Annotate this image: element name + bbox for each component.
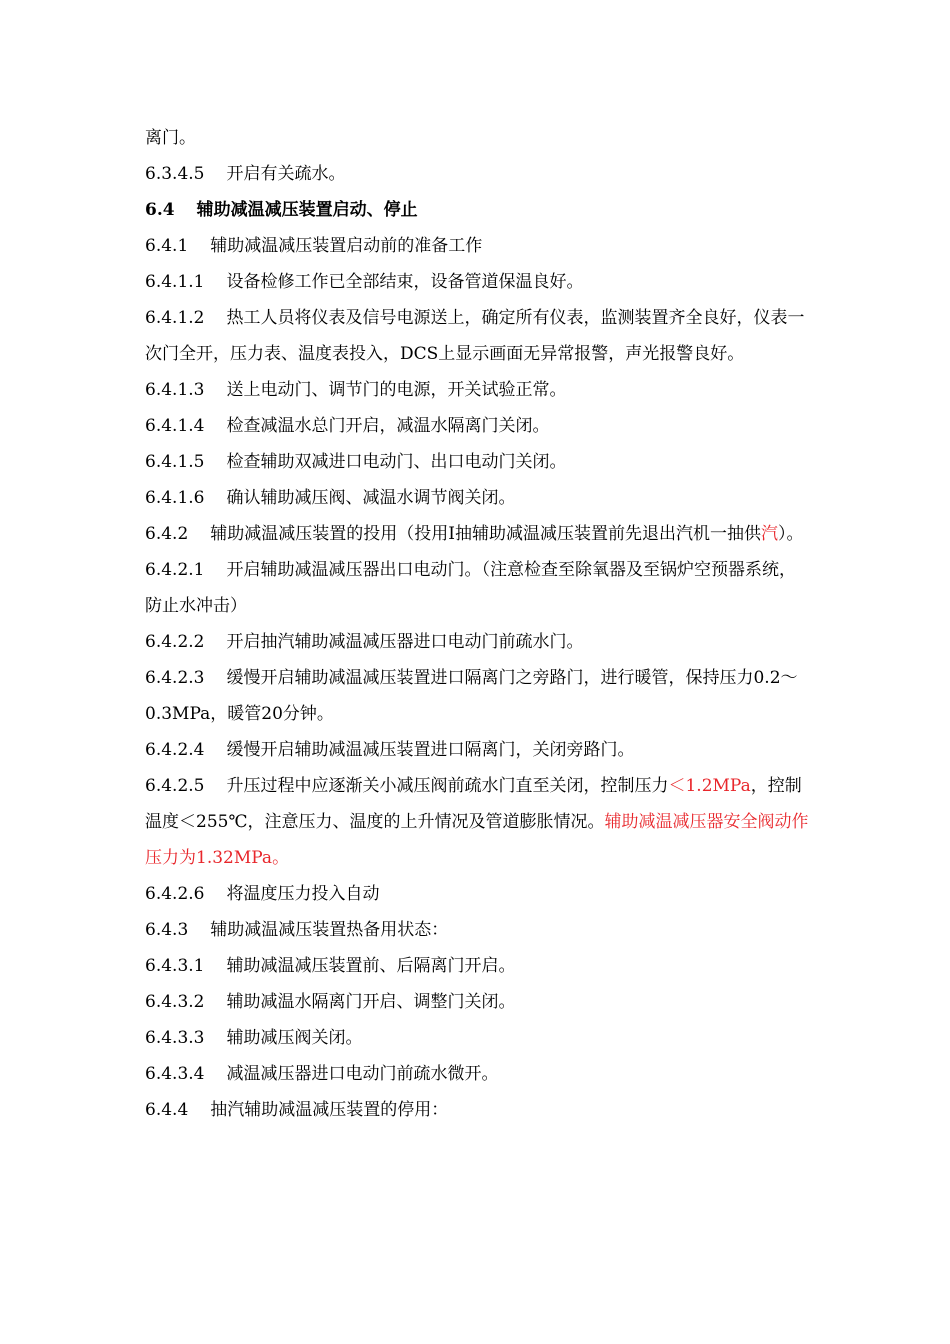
heading-text: 辅助减温减压装置启动、停止 (196, 200, 418, 220)
paragraph-text: 辅助减温减压装置热备用状态： (210, 920, 449, 940)
document-body (145, 120, 810, 1128)
clause-number: 6.4.1.4 (145, 416, 205, 436)
clause-number: 6.4.1.6 (145, 488, 205, 508)
paragraph-6-4-2 (145, 516, 810, 552)
clause-number: 6.4.1.1 (145, 272, 205, 292)
paragraph-6-4-1-2 (145, 300, 810, 372)
highlighted-text: 汽 (760, 524, 778, 544)
clause-number: 6.4.1.5 (145, 452, 205, 472)
paragraph-6-4-3 (145, 912, 810, 948)
paragraph-text: 辅助减温水隔离门开启、调整门关闭。 (226, 992, 516, 1012)
paragraph-6-4-2-4 (145, 732, 810, 768)
paragraph-6-4-2-6 (145, 876, 810, 912)
paragraph-continuation (145, 120, 810, 156)
paragraph-text: 检查减温水总门开启，减温水隔离门关闭。 (226, 416, 550, 436)
clause-number: 6.4.1.3 (145, 380, 205, 400)
paragraph-text: 辅助减温减压装置的投用（投用Ⅰ抽辅助减温减压装置前先退出汽机一抽供 (210, 524, 761, 544)
clause-number: 6.4.2 (145, 524, 189, 544)
paragraph-text: 缓慢开启辅助减温减压装置进口隔离门之旁路门，进行暖管，保持压力0.2～0.3MPa，暖管20分钟。 (145, 668, 798, 724)
paragraph-text: 抽汽辅助减温减压装置的停用： (210, 1100, 449, 1120)
paragraph-6-4-2-5 (145, 768, 810, 876)
paragraph-6-4-2-1 (145, 552, 810, 624)
paragraph-text: 开启辅助减温减压器出口电动门。（注意检查至除氧器及至锅炉空预器系统，防止水冲击） (145, 560, 796, 616)
clause-number: 6.4.3 (145, 920, 189, 940)
clause-number: 6.4.3.3 (145, 1028, 205, 1048)
paragraph-text: ，控制温度＜255℃，注意压力、温度的上升情况及管道膨胀情况。 (145, 776, 802, 832)
paragraph-6-4-1 (145, 228, 810, 264)
paragraph-6-4-1-1 (145, 264, 810, 300)
clause-number: 6.4.1.2 (145, 308, 205, 328)
paragraph-text: 辅助减压阀关闭。 (226, 1028, 363, 1048)
paragraph-text: 热工人员将仪表及信号电源送上，确定所有仪表，监测装置齐全良好，仪表一次门全开，压力表、温度表投入，DCS上显示画面无异常报警，声光报警良好。 (145, 308, 805, 364)
paragraph-6-4-1-5 (145, 444, 810, 480)
paragraph-text: 离门。 (145, 128, 196, 148)
clause-number: 6.4.2.6 (145, 884, 205, 904)
clause-number: 6.4.3.4 (145, 1064, 205, 1084)
clause-number: 6.4.1 (145, 236, 189, 256)
paragraph-text: 检查辅助双减进口电动门、出口电动门关闭。 (226, 452, 567, 472)
clause-number: 6.4.2.1 (145, 560, 205, 580)
highlighted-text: 辅助减温减压器安全阀动作压力为1.32MPa。 (145, 812, 809, 868)
paragraph-text: ）。 (777, 524, 804, 544)
clause-number: 6.4 (145, 200, 175, 220)
highlighted-text: ＜1.2MPa (668, 776, 751, 796)
paragraph-text: 开启抽汽辅助减温减压器进口电动门前疏水门。 (226, 632, 584, 652)
paragraph-6-3-4-5 (145, 156, 810, 192)
paragraph-text: 辅助减温减压装置启动前的准备工作 (210, 236, 483, 256)
clause-number: 6.4.2.4 (145, 740, 205, 760)
paragraph-6-4-3-4 (145, 1056, 810, 1092)
paragraph-6-4-1-6 (145, 480, 810, 516)
paragraph-text: 减温减压器进口电动门前疏水微开。 (226, 1064, 499, 1084)
paragraph-6-4-3-1 (145, 948, 810, 984)
paragraph-6-4-2-3 (145, 660, 810, 732)
paragraph-6-4-3-3 (145, 1020, 810, 1056)
paragraph-text: 将温度压力投入自动 (226, 884, 380, 904)
paragraph-6-4-2-2 (145, 624, 810, 660)
clause-number: 6.4.2.2 (145, 632, 205, 652)
paragraph-6-4-1-3 (145, 372, 810, 408)
clause-number: 6.4.2.5 (145, 776, 205, 796)
paragraph-6-4-3-2 (145, 984, 810, 1020)
clause-number: 6.4.2.3 (145, 668, 205, 688)
paragraph-text: 设备检修工作已全部结束，设备管道保温良好。 (226, 272, 584, 292)
paragraph-text: 送上电动门、调节门的电源，开关试验正常。 (226, 380, 567, 400)
clause-number: 6.3.4.5 (145, 164, 205, 184)
section-heading-6-4 (145, 192, 810, 228)
clause-number: 6.4.3.2 (145, 992, 205, 1012)
paragraph-text: 确认辅助减压阀、减温水调节阀关闭。 (226, 488, 516, 508)
paragraph-text: 缓慢开启辅助减温减压装置进口隔离门，关闭旁路门。 (226, 740, 635, 760)
paragraph-6-4-4 (145, 1092, 810, 1128)
clause-number: 6.4.4 (145, 1100, 189, 1120)
clause-number: 6.4.3.1 (145, 956, 205, 976)
paragraph-text: 升压过程中应逐渐关小减压阀前疏水门直至关闭，控制压力 (226, 776, 669, 796)
paragraph-6-4-1-4 (145, 408, 810, 444)
paragraph-text: 开启有关疏水。 (226, 164, 346, 184)
paragraph-text: 辅助减温减压装置前、后隔离门开启。 (226, 956, 516, 976)
